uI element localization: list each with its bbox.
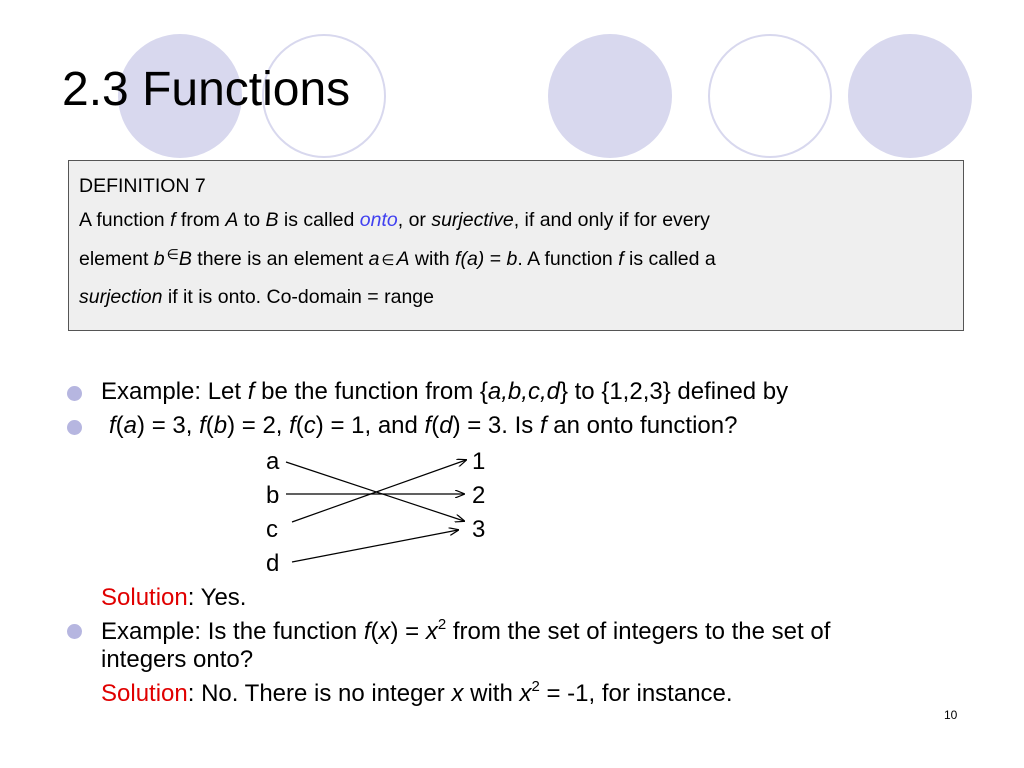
decorative-circle-3 — [548, 34, 672, 158]
element-of-icon: ∈ — [381, 251, 395, 269]
example-2-line-2: integers onto? — [101, 646, 254, 673]
solution-1: Solution: Yes. — [101, 584, 247, 611]
definition-line-1: A function f from A to B is called onto, or surjective, if and only if for every — [79, 209, 710, 231]
codomain-label-2: 2 — [472, 482, 486, 509]
solution-label: Solution — [101, 584, 188, 611]
definition-line-2: element b ∈B there is an element a ∈ A with f(a) = b. A function f is called a — [79, 245, 716, 270]
solution-2: Solution: No. There is no integer x with $x^2 = -1$, for instance. — [101, 678, 733, 707]
bullet-icon — [67, 624, 82, 639]
arrow-d-to-3 — [292, 530, 458, 562]
arrow-a-to-3 — [286, 462, 464, 521]
definition-box — [68, 160, 964, 331]
solution-label: Solution — [101, 680, 188, 707]
example-2-line-1: Example: Is the function $f(x) = x^2$ from the set of integers to the set of — [101, 616, 831, 645]
domain-label-d: d — [266, 550, 280, 577]
domain-label-b: b — [266, 482, 280, 509]
slide-title: 2.3 Functions — [62, 63, 351, 116]
example-1-line-2: f(a) = 3, f(b) = 2, f(c) = 1, and f(d) = 3. Is f an onto function? — [109, 412, 738, 439]
element-of-icon: ∈ — [166, 245, 179, 262]
definition-line-3: surjection if it is onto. Co-domain = range — [79, 286, 434, 308]
page-number: 10 — [944, 708, 958, 722]
codomain-label-1: 1 — [472, 448, 486, 475]
decorative-circle-4 — [708, 34, 832, 158]
surjective-term: surjective — [431, 209, 514, 231]
domain-label-a: a — [266, 448, 280, 475]
bullet-icon — [67, 386, 82, 401]
domain-label-c: c — [266, 516, 278, 543]
definition-heading: DEFINITION 7 — [79, 175, 206, 197]
onto-term: onto — [359, 209, 398, 231]
arrow-c-to-1 — [292, 460, 466, 522]
codomain-label-3: 3 — [472, 516, 486, 543]
surjection-term: surjection — [79, 286, 163, 308]
example-1-line-1: Example: Let f be the function from {a,b,c,d} to {1,2,3} defined by — [101, 378, 789, 405]
decorative-circle-5 — [848, 34, 972, 158]
bullet-icon — [67, 420, 82, 435]
